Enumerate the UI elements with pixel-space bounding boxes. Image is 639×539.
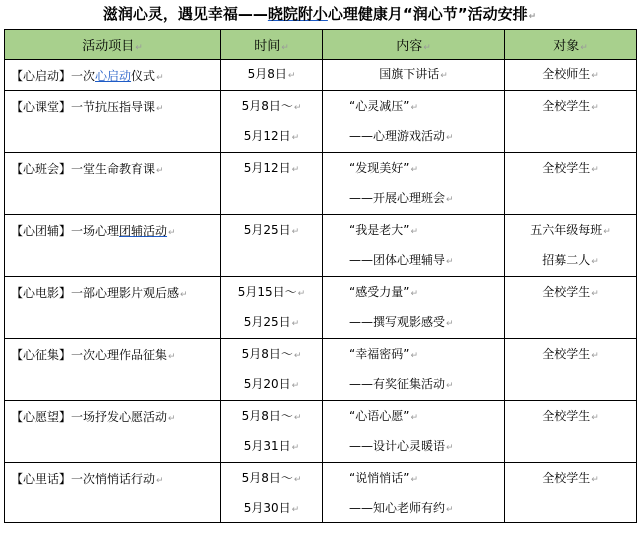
header-activity: 活动项目↵ [5, 30, 221, 60]
cell-content: 国旗下讲话↵ [323, 60, 505, 91]
cell-activity: 【心征集】一次心理作品征集↵ [5, 339, 221, 401]
cell-activity: 【心里话】一次悄悄话行动↵ [5, 463, 221, 523]
table-row [5, 463, 637, 523]
cell-audience: 全校学生↵ [505, 91, 637, 153]
paragraph-mark-icon: ↵ [528, 12, 537, 22]
header-time: 时间↵ [221, 30, 323, 60]
cell-activity: 【心团辅】一场心理团辅活动↵ [5, 215, 221, 277]
cell-activity: 【心电影】一部心理影片观后感↵ [5, 277, 221, 339]
table-row [5, 215, 637, 277]
cell-activity: 【心启动】一次心启动仪式↵ [5, 60, 221, 91]
table-row [5, 401, 637, 463]
table-row [5, 60, 637, 91]
cell-activity: 【心课堂】一节抗压指导课↵ [5, 91, 221, 153]
cell-time: 5月25日↵ [221, 215, 323, 277]
table-header-row [5, 30, 637, 60]
cell-activity: 【心班会】一堂生命教育课↵ [5, 153, 221, 215]
header-audience: 对象↵ [505, 30, 637, 60]
table-row [5, 153, 637, 215]
cell-time: 5月8日～↵ 5月12日↵ [221, 91, 323, 153]
cell-time: 5月8日～↵ 5月31日↵ [221, 401, 323, 463]
cell-audience: 全校学生↵ [505, 463, 637, 523]
cell-content: “感受力量”↵ ——撰写观影感受↵ [323, 277, 505, 339]
cell-audience: 全校学生↵ [505, 153, 637, 215]
cell-time: 5月12日↵ [221, 153, 323, 215]
table-row [5, 91, 637, 153]
cell-audience: 全校学生↵ [505, 401, 637, 463]
cell-audience: 全校学生↵ [505, 339, 637, 401]
title-part-1: 滋润心灵，遇见幸福—— [102, 5, 268, 23]
header-content: 内容↵ [323, 30, 505, 60]
cell-content: “我是老大”↵ ——团体心理辅导↵ [323, 215, 505, 277]
cell-time: 5月15日～↵ 5月25日↵ [221, 277, 323, 339]
table-row [5, 277, 637, 339]
cell-content: “幸福密码”↵ ——有奖征集活动↵ [323, 339, 505, 401]
cell-time: 5月8日↵ [221, 60, 323, 91]
document-title [0, 4, 639, 27]
cell-time: 5月8日～↵ 5月30日↵ [221, 463, 323, 523]
cell-audience: 全校师生↵ [505, 60, 637, 91]
title-part-2: 晓院附小 [267, 5, 328, 23]
cell-content: “说悄悄话”↵ ——知心老师有约↵ [323, 463, 505, 523]
cell-content: “心灵减压”↵ ——心理游戏活动↵ [323, 91, 505, 153]
cell-time: 5月8日～↵ 5月20日↵ [221, 339, 323, 401]
cell-content: “发现美好”↵ ——开展心理班会↵ [323, 153, 505, 215]
cell-activity: 【心愿望】一场抒发心愿活动↵ [5, 401, 221, 463]
activity-schedule-table [4, 29, 637, 523]
cell-audience: 全校学生↵ [505, 277, 637, 339]
table-row [5, 339, 637, 401]
cell-audience: 五六年级每班↵ 招募二人↵ [505, 215, 637, 277]
cell-content: “心语心愿”↵ ——设计心灵暖语↵ [323, 401, 505, 463]
title-part-3: 心理健康月“润心节”活动安排 [327, 5, 528, 23]
